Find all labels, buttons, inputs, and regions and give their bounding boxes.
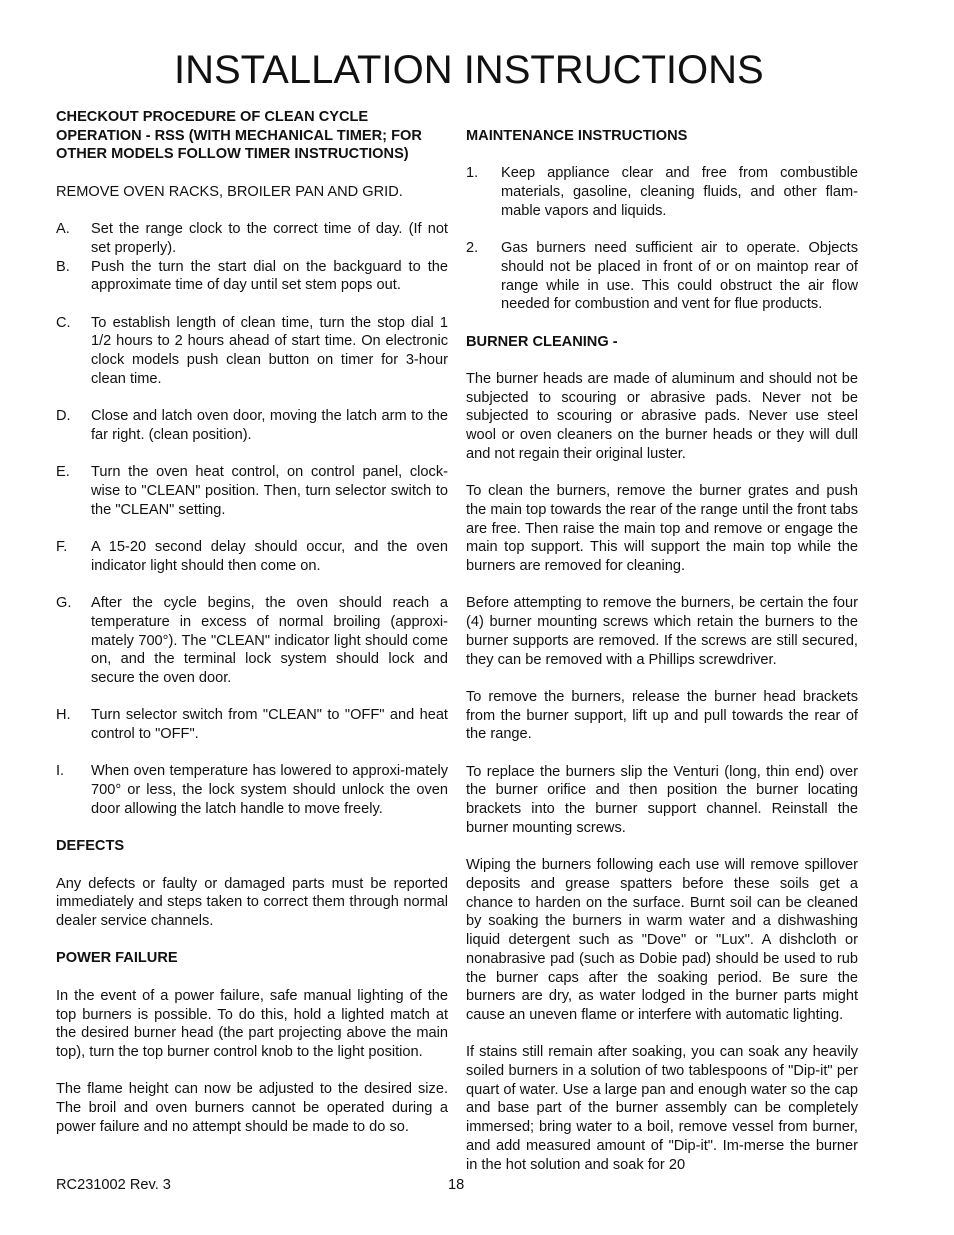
defects-text: Any defects or faulty or damaged parts must be reported immediately and steps taken to correct them through normal dealer service channels.	[56, 875, 448, 930]
step-text: To establish length of clean time, turn the stop dial 1 1/2 hours to 2 hours ahead of start time. On electronic clock models push clean button on timer for 3-hour clean time.	[91, 314, 448, 387]
burner-paragraph: To remove the burners, release the burner head brackets from the burner support, lift up and pull towards the rear of the range.	[466, 688, 858, 743]
right-column	[466, 127, 858, 1193]
burner-paragraph: To replace the burners slip the Venturi (long, thin end) over the burner orifice and then position the burner locating brackets into the burner support channel. Reinstall the burner mounting screws.	[466, 763, 858, 836]
step-text: Push the turn the start dial on the backguard to the approximate time of day until set stem pops out.	[91, 258, 448, 294]
step-label: F.	[56, 539, 68, 556]
step-label: E.	[56, 464, 70, 481]
step-g	[56, 594, 448, 688]
item-label: 1.	[466, 165, 479, 182]
burner-paragraph: Before attempting to remove the burners, be certain the four (4) burner mounting screws which retain the burners to the burner supports are removed. If the screws are still secured, they can be removed with a Phillips screwdriver.	[466, 595, 858, 668]
power-failure-text-1: In the event of a power failure, safe manual lighting of the top burners is possible. To do this, hold a lighted match at the desired burner head (the part projecting above the main top), turn the top burner control knob to the light position.	[56, 987, 448, 1060]
maintenance-heading: MAINTENANCE INSTRUCTIONS	[466, 128, 688, 144]
step-text: After the cycle begins, the oven should reach a temperature in excess of normal broiling (approxi-mately 700°). The "CLEAN" indicator light should come on, and the terminal lock system should lock and secure the oven door.	[91, 595, 448, 686]
left-column	[56, 108, 448, 1155]
item-label: 2.	[466, 240, 479, 257]
step-d	[56, 407, 448, 444]
maintenance-item-2	[466, 239, 858, 314]
step-label: C.	[56, 314, 71, 331]
power-failure-text-2: The flame height can now be adjusted to the desired size. The broil and oven burners cannot be operated during a power failure and no attempt should be made to do so.	[56, 1081, 448, 1135]
burner-paragraph: Wiping the burners following each use will remove spillover deposits and grease spatters before these soils get a chance to harden on the surface. Burnt soil can be cleaned by soaking the burners in warm water and a dishwashing liquid detergent such as "Dove" or "Lux". A dishcloth or nonabrasive pad (such as Dobie pad) should be used to rub the burner caps after the soaking period. Be sure the burners are dry, as water lodged in the burner parts might cause an uneven flame or interfere with automatic lighting.	[466, 857, 858, 1023]
burner-paragraph: The burner heads are made of aluminum and should not be subjected to scouring or abrasive pads. Never not be subjected to scouring or abrasive pads. Never use steel wool or oven cleaners on the burner heads or they will dull and not regain their original luster.	[466, 371, 858, 462]
step-label: B.	[56, 258, 70, 275]
step-text: A 15-20 second delay should occur, and the oven indicator light should then come on.	[91, 539, 448, 574]
burner-paragraph: If stains still remain after soaking, you can soak any heavily soiled burners in a solution of two tablespoons of "Dip-it" per quart of water. Use a large pan and enough water so the cap and base part of the burner assembly can be completely immersed; bring water to a boil, remove vessel from burner, and add measured amount of "Dip-it". Im-merse the burner in the hot solution and soak for 20	[466, 1044, 858, 1173]
document-id: RC231002 Rev. 3	[56, 1177, 171, 1193]
step-text: Set the range clock to the correct time of day. (If not set properly).	[91, 221, 448, 256]
step-text: When oven temperature has lowered to approxi-mately 700° or less, the lock system should unlock the oven door allowing the latch handle to move freely.	[91, 763, 448, 817]
step-text: Close and latch oven door, moving the latch arm to the far right. (clean position).	[91, 408, 448, 443]
page-title: INSTALLATION INSTRUCTIONS	[174, 48, 764, 92]
step-c	[56, 314, 448, 389]
defects-heading: DEFECTS	[56, 838, 125, 855]
remove-instruction: REMOVE OVEN RACKS, BROILER PAN AND GRID.	[56, 183, 403, 200]
step-b	[56, 258, 448, 295]
step-label: G.	[56, 595, 72, 612]
step-label: D.	[56, 408, 71, 425]
step-label: A.	[56, 221, 70, 238]
maintenance-item-1	[466, 164, 858, 220]
step-text: Turn the oven heat control, on control panel, clock-wise to "CLEAN" position. Then, turn selector switch to the "CLEAN" setting.	[91, 464, 448, 518]
item-text: Gas burners need sufficient air to operate. Objects should not be placed in front of or on maintop rear of range while in use. This could obstruct the air flow needed for combustion and vent for flue products.	[501, 240, 858, 313]
step-h	[56, 706, 448, 743]
power-failure-heading: POWER FAILURE	[56, 950, 178, 967]
step-label: I.	[56, 763, 65, 780]
item-text: Keep appliance clear and free from combustible materials, gasoline, cleaning fluids, and other flam-mable vapors and liquids.	[501, 165, 858, 219]
step-text: Turn selector switch from "CLEAN" to "OFF" and heat control to "OFF".	[91, 707, 448, 743]
step-f	[56, 538, 448, 575]
step-e	[56, 463, 448, 519]
page-number: 18	[448, 1177, 465, 1193]
burner-cleaning-heading: BURNER CLEANING -	[466, 333, 618, 350]
step-i	[56, 762, 448, 818]
step-label: H.	[56, 707, 71, 724]
step-a	[56, 220, 448, 257]
checkout-heading: CHECKOUT PROCEDURE OF CLEAN CYCLE OPERATION - RSS (WITH MECHANICAL TIMER; FOR OTHER MODELS FOLLOW TIMER INSTRUCTIONS)	[56, 109, 422, 163]
burner-paragraph: To clean the burners, remove the burner grates and push the main top towards the rear of the range until the front tabs are free. Then raise the main top and remove or engage the main top support. This will support the main top while the burners are removed for cleaning.	[466, 483, 858, 575]
